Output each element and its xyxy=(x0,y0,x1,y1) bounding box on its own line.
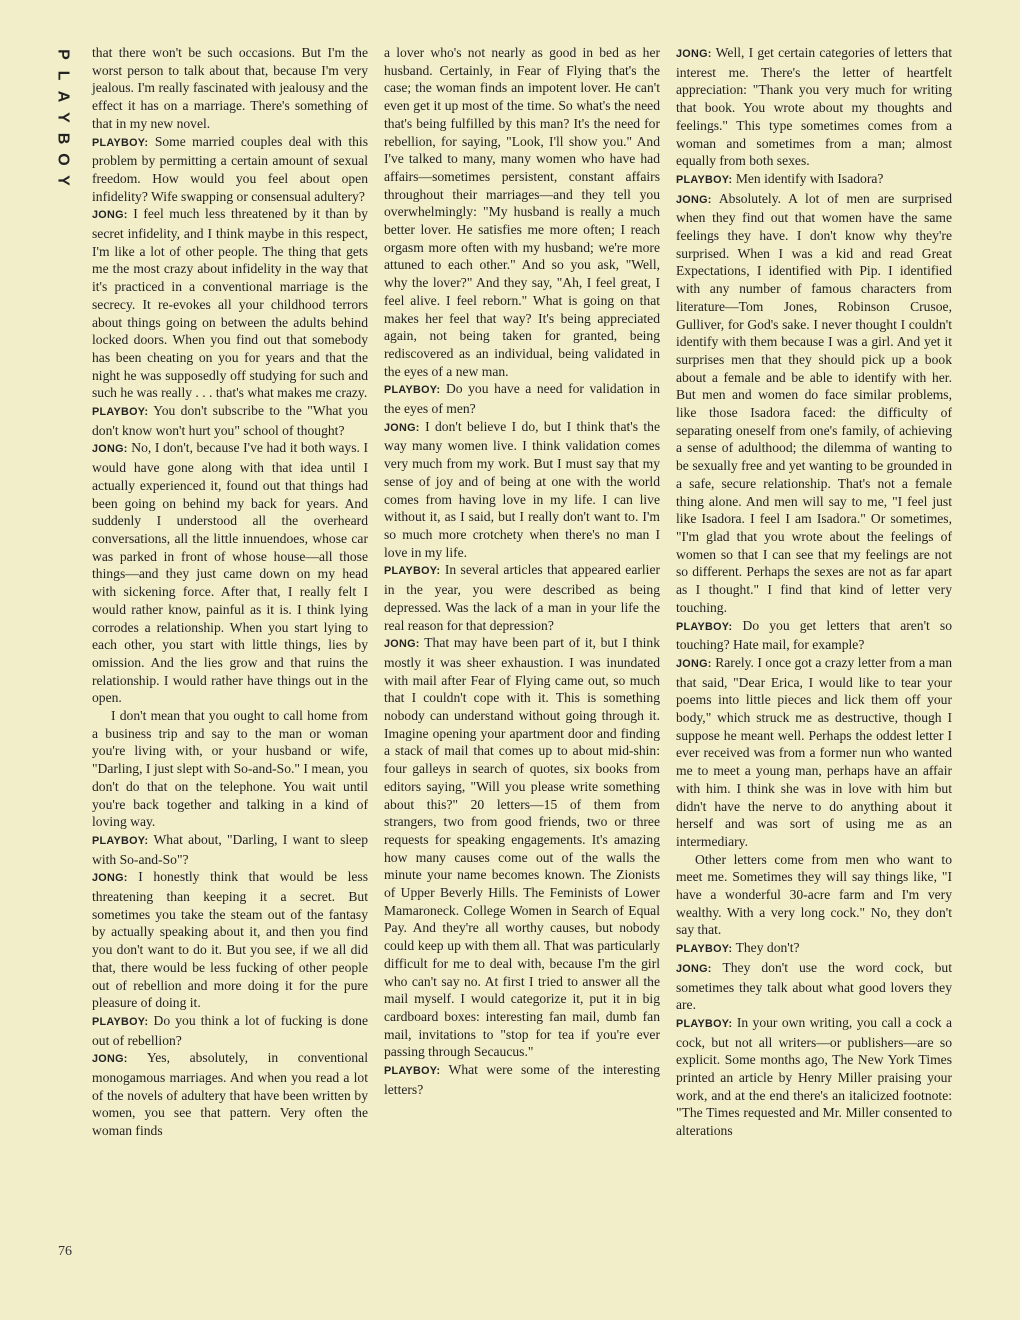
text-column-3 xyxy=(676,44,952,1140)
speaker-label: JONG: xyxy=(92,209,128,222)
paragraph xyxy=(676,959,952,1014)
speaker-label: PLAYBOY: xyxy=(92,1015,149,1028)
paragraph xyxy=(676,44,952,170)
magazine-name-vertical xyxy=(50,44,76,191)
paragraph-text: Yes, absolutely, in conventional monogamous marriages. And when you read a lot of the novels of adultery that have been written by women, you see that pattern. Very often the woman finds xyxy=(92,1050,368,1139)
paragraph xyxy=(384,561,660,634)
magazine-name-letter: Y xyxy=(54,175,72,186)
speaker-label: PLAYBOY: xyxy=(384,1065,441,1078)
paragraph xyxy=(92,205,368,402)
paragraph xyxy=(92,44,368,133)
paragraph-text: What about, "Darling, I want to sleep with So-and-So"? xyxy=(92,831,369,867)
magazine-name-letter: P xyxy=(54,49,72,60)
paragraph xyxy=(92,707,368,831)
paragraph xyxy=(92,1012,368,1049)
speaker-label: PLAYBOY: xyxy=(676,173,733,186)
magazine-name-letter: Y xyxy=(54,112,72,123)
paragraph-text: You don't subscribe to the "What you don't know won't hurt you" school of thought? xyxy=(92,403,368,438)
speaker-label: PLAYBOY: xyxy=(92,406,149,419)
paragraph xyxy=(676,1014,952,1140)
paragraph-text: Do you think a lot of fucking is done out of rebellion? xyxy=(92,1012,368,1048)
paragraph-text: Some married couples deal with this problem by permitting a certain amount of sexual freedom. How would you feel about open infidelity? Wife swapping or consensual adultery? xyxy=(92,133,368,204)
speaker-label: JONG: xyxy=(92,1053,128,1066)
text-column-2 xyxy=(384,44,660,1098)
paragraph-text: What were some of the interesting letters? xyxy=(384,1062,660,1097)
paragraph-text: a lover who's not nearly as good in bed as her husband. Certainly, in Fear of Flying that's the case; the woman finds an impotent lover. He can't even get it up most of the time. So what's the need that's being fulfilled by this man? It's the need for rebellion, for saying, "Look, I'll show you." And I've talked to many, many women who have had affairs—sometimes persistent, constant affairs throughout their marriages—and they tell you overwhelmingly: "My husband is really a much better lover. He satisfies me more often; I reach orgasm more often with my husband; we're more attuned to each other." And so you ask, "Well, why the lover?" And they say, "Ah, I feel great, I feel alive. I feel reborn." What is going on that makes her feel that way? It's being appreciated again, not being taken for granted, being rediscovered as an individual, being validated in the eyes of a new man. xyxy=(384,45,660,379)
paragraph xyxy=(676,617,952,654)
speaker-label: PLAYBOY: xyxy=(676,943,733,956)
page-number: 76 xyxy=(58,1244,72,1259)
speaker-label: JONG: xyxy=(676,657,712,670)
speaker-label: PLAYBOY: xyxy=(92,136,149,149)
paragraph-text: They don't use the word cock, but sometimes they talk about what good lovers they are. xyxy=(676,959,952,1013)
paragraph-text: I don't believe I do, but I think that's the way many women live. I think validation comes very much from my work. But I must say that my sense of joy and of being at one with the world comes from having love in my life. I can live without it, as I said, but I really don't want to. I'm so much more crotchety when there's no man I love in my life. xyxy=(384,418,660,560)
paragraph xyxy=(92,439,368,707)
paragraph xyxy=(92,133,368,206)
paragraph xyxy=(676,654,952,851)
paragraph xyxy=(92,831,368,868)
paragraph xyxy=(676,851,952,940)
paragraph xyxy=(384,1061,660,1098)
paragraph-text: In your own writing, you call a cock a cock, but not all writers—or publishers—are so explicit. Some months ago, The New York Times printed an article by Henry Miller praising your work, and at the end there's an italicized footnote: "The Times requested and Mr. Miller consented to alterations xyxy=(676,1014,953,1139)
magazine-name-letter: A xyxy=(54,90,72,103)
paragraph xyxy=(92,868,368,1012)
paragraph-text: that there won't be such occasions. But I'm the worst person to talk about that, because I'm very jealous. I'm really fascinated with jealousy and the effect it has on a marriage. There's something of that in my new novel. xyxy=(92,45,368,131)
paragraph-text: Rarely. I once got a crazy letter from a man that said, "Dear Erica, I would like to tear your poems into little pieces and lick them off your body," which struck me as destructive, though I suppose he meant well. Perhaps the oddest letter I ever received was from a former nun who wanted me to meet a young man, perhaps have an affair with him. I think she was in love with him but didn't have the nerve to do anything about it herself and was sort of using me as an intermediary. xyxy=(676,654,953,849)
speaker-label: PLAYBOY: xyxy=(92,834,149,847)
speaker-label: JONG: xyxy=(384,421,420,434)
paragraph-text: Do you have a need for validation in the eyes of men? xyxy=(384,381,660,417)
paragraph xyxy=(92,402,368,439)
speaker-label: PLAYBOY: xyxy=(384,565,441,578)
paragraph-text: Do you get letters that aren't so touching? Hate mail, for example? xyxy=(676,617,952,653)
paragraph-text: Other letters come from men who want to meet me. Sometimes they will say things like, "I have a wonderful 30-acre farm and I'm very wealthy. With a very long cock." No, they don't say that. xyxy=(676,851,952,938)
paragraph-text: I don't mean that you ought to call home from a business trip and say to the man or woman you're living with, or your husband or wife, "Darling, I just slept with So-and-So." I mean, you don't do that on the telephone. You wait until you're back together and talking in a kind of loving way. xyxy=(92,708,368,830)
paragraph-text: That may have been part of it, but I think mostly it was sheer exhaustion. I was inundated with mail after Fear of Flying came out, so much that I couldn't cope with it. This is something nobody can understand without going through it. Imagine opening your apartment door and finding a stack of mail that comes up to about mid-shin: four galleys in search of quotes, six books from editors saying, "Will you please write something about this?" 20 letters—15 of them from strangers, two from good friends, two or three requests for speaking engagements. It's amazing how many causes come out of the walls the minute your name becomes known. The Zionists of Upper Beverly Hills. The Feminists of Lower Mamaroneck. College Women in Search of Equal Pay. And they're all worthy causes, but nobody could keep up with them all. That was particularly difficult for me to deal with, because I'm the girl who can't say no. At first I tried to answer all the mail myself. I would categorize it, put it in big cardboard boxes: interesting fan mail, dumb fan mail, invitations to "stop for tea if you're ever passing through Secaucus." xyxy=(384,635,660,1060)
paragraph-text: I honestly think that would be less threatening than keeping it a secret. But sometimes you take the steam out of the fantasy by actually speaking about it, and then you find you don't want to do it. But you see, if we all did that, there would be less fucking of other people out of rebellion and more doing it for the pure pleasure of doing it. xyxy=(92,869,368,1011)
speaker-label: JONG: xyxy=(676,193,712,206)
paragraph xyxy=(676,190,952,617)
paragraph-text: I feel much less threatened by it than by secret infidelity, and I think maybe in this respect, I'm like a lot of other people. The thing that gets me the most crazy about infidelity in the way that it's practiced in a conventional marriage is the secrecy. It re-evokes all your childhood terrors about things going on between the adults behind locked doors. When you find out that somebody has been cheating on you for years and that the night he was supposedly off studying for such and such he was really . . . that's what makes me crazy. xyxy=(92,206,368,401)
magazine-name-letter: B xyxy=(54,132,72,145)
paragraph xyxy=(92,1049,368,1140)
paragraph xyxy=(384,418,660,562)
paragraph xyxy=(384,380,660,417)
speaker-label: PLAYBOY: xyxy=(676,620,733,633)
paragraph-text: Absolutely. A lot of men are surprised when they find out that women have the same feelings they have. I don't know why they're surprised. When I was a kid and read Great Expectations, I identified with Pip. I identified with any number of famous characters from literature—Tom Jones, Robinson Crusoe, Gulliver, for God's sake. I never thought I couldn't identify with them because I was a girl. And yet it surprises men that they should pick up a book about a female and be able to identify with her. But men and women do face similar problems, like those Isadora faced: the difficulty of separating oneself from one's family, of achieving a sense of adulthood; the dilemma of wanting to be sexually free and yet wanting to be grounded in a safe, secure relationship. That's not a female thing alone. And men will say to me, "I feel just like Isadora. I feel I am Isadora." Or sometimes, "I'm glad that you wrote about the feelings of women so that I can see that my feelings are not so different. Perhaps the sexes are not as far apart as I thought." I find that kind of letter very touching. xyxy=(676,190,953,615)
speaker-label: JONG: xyxy=(676,48,712,60)
paragraph xyxy=(676,939,952,959)
speaker-label: JONG: xyxy=(92,872,128,885)
speaker-label: JONG: xyxy=(92,443,128,456)
paragraph-text: Men identify with Isadora? xyxy=(735,170,884,186)
text-column-1 xyxy=(92,44,368,1140)
paragraph xyxy=(676,170,952,190)
speaker-label: JONG: xyxy=(676,962,712,975)
paragraph xyxy=(384,44,660,380)
paragraph-text: In several articles that appeared earlier in the year, you were described as being depressed. Was the lack of a man in your life the real reason for that depression? xyxy=(384,562,660,633)
paragraph-text: No, I don't, because I've had it both ways. I would have gone along with that idea until I actually experienced it, found out that things had been going on behind my back for years. And suddenly I understood all the overheard conversations, all the little innuendoes, whose car was parked in front of whose house—all those things—and they just came down on my head with sickening force. After that, I really felt I would rather know, painful as it is. I think lying corrodes a relationship. When you start lying to each other, you start with little things, lies by omission. And the lies grow and that ruins the relationship. I would rather have things out in the open. xyxy=(92,440,368,706)
speaker-label: PLAYBOY: xyxy=(384,384,441,397)
magazine-name-letter: L xyxy=(54,70,72,81)
magazine-name-letter: O xyxy=(54,153,72,166)
paragraph-text: Well, I get certain categories of letters that interest me. There's the letter of heartfelt appreciation: "Thank you very much for writing that book. You wrote about my thoughts and feelings." This type sometimes comes from a woman and sometimes from a man; almost equally from both sexes. xyxy=(676,45,952,169)
paragraph xyxy=(384,634,660,1061)
speaker-label: PLAYBOY: xyxy=(676,1017,733,1030)
paragraph-text: They don't? xyxy=(735,940,800,956)
speaker-label: JONG: xyxy=(384,638,420,651)
